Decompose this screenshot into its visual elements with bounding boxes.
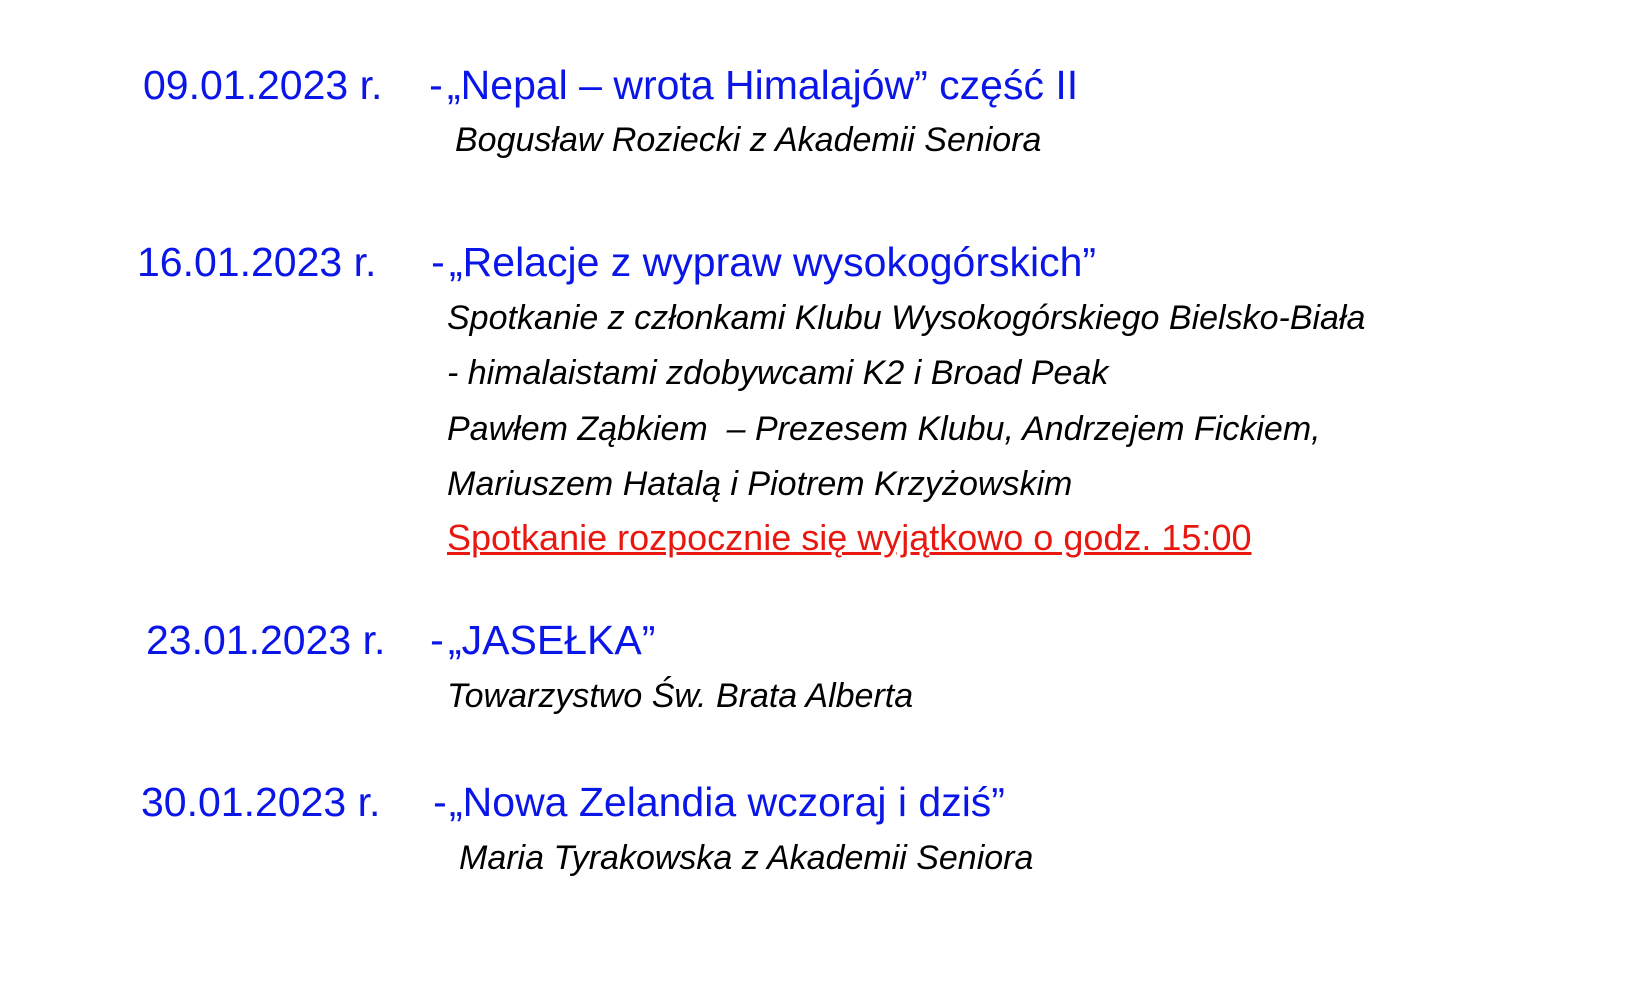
schedule-entry xyxy=(0,62,1640,163)
entry-separator: - xyxy=(433,779,447,825)
entry-date: 09.01.2023 r. xyxy=(143,62,383,108)
entry-highlight-note: Spotkanie rozpocznie się wyjątkowo o godz. 15:00 xyxy=(447,517,1252,559)
entry-separator: - xyxy=(429,62,443,108)
entry-date: 23.01.2023 r. xyxy=(146,617,386,663)
schedule-entry xyxy=(0,779,1640,881)
entry-detail-line: Pawłem Ząbkiem – Prezesem Klubu, Andrzejem Fickiem, xyxy=(447,409,1321,448)
entry-title: „Nowa Zelandia wczoraj i dziś” xyxy=(449,779,1005,825)
entry-title: „Nepal – wrota Himalajów” część II xyxy=(447,62,1079,108)
entry-detail-line: Towarzystwo Św. Brata Alberta xyxy=(447,677,914,716)
schedule-entry xyxy=(0,617,1640,719)
entry-headline xyxy=(0,617,1640,664)
entry-date: 16.01.2023 r. xyxy=(137,239,388,285)
entry-date: 30.01.2023 r. xyxy=(141,779,392,825)
schedule-entry xyxy=(0,239,1640,562)
entry-detail-line: Mariuszem Hatalą i Piotrem Krzyżowskim xyxy=(447,464,1073,503)
entry-detail-line: Bogusław Roziecki z Akademii Seniora xyxy=(455,121,1042,160)
entry-headline xyxy=(0,239,1640,286)
entry-title: „JASEŁKA” xyxy=(448,617,656,663)
entry-detail-line: - himalaistami zdobywcami K2 i Broad Peak xyxy=(447,354,1109,393)
entry-separator: - xyxy=(431,239,445,285)
entry-separator: - xyxy=(430,617,444,663)
entry-headline xyxy=(0,62,1640,109)
entry-detail-line: Maria Tyrakowska z Akademii Seniora xyxy=(459,839,1034,878)
entry-title: „Relacje z wypraw wysokogórskich” xyxy=(449,239,1097,285)
entry-detail-line: Spotkanie z członkami Klubu Wysokogórskiego Bielsko-Biała xyxy=(447,299,1366,338)
entry-headline xyxy=(0,779,1640,826)
